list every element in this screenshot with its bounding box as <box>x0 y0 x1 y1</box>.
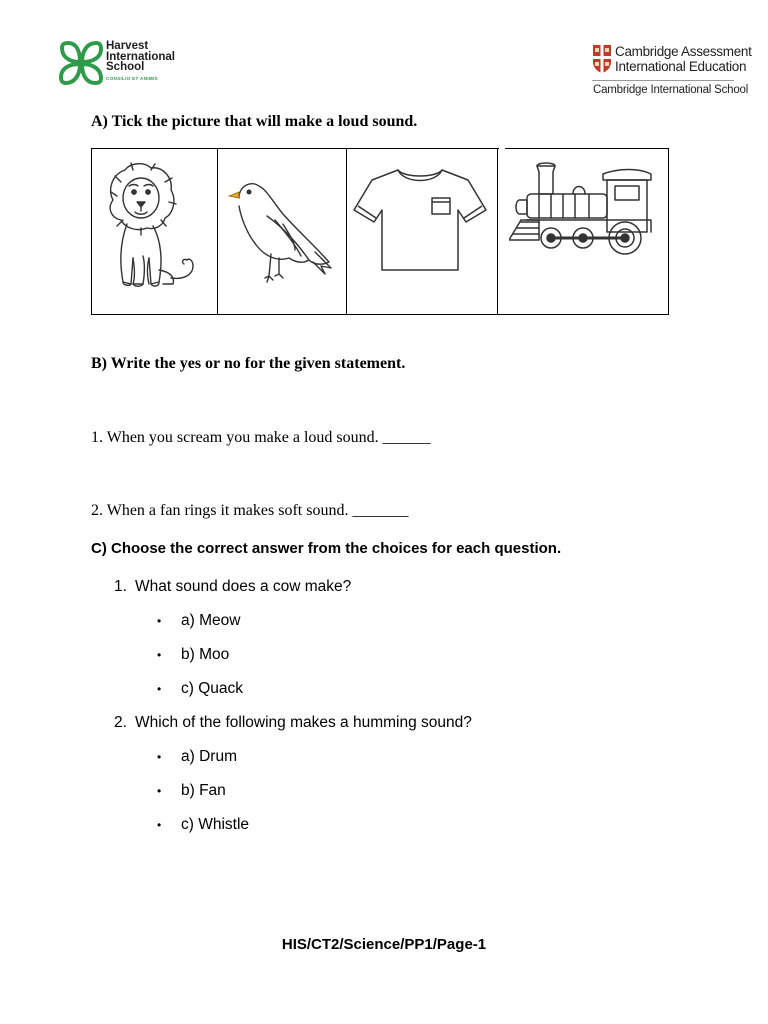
school-name <box>106 41 175 73</box>
table-divider-3 <box>497 148 498 315</box>
table-top-border <box>91 148 499 149</box>
table-divider-1 <box>217 148 218 315</box>
question-text: Which of the following makes a humming sound? <box>135 714 472 731</box>
clover-logo-icon <box>58 40 104 86</box>
bullet-icon: • <box>157 750 162 764</box>
option-label: b) Fan <box>181 782 226 799</box>
table-divider-2 <box>346 148 347 315</box>
question-2 <box>114 714 472 732</box>
question-number: 1. <box>114 578 127 595</box>
option-item[interactable] <box>157 782 226 800</box>
bird-picture[interactable] <box>225 170 337 290</box>
section-a-heading: A) Tick the picture that will make a loud sound. <box>91 113 418 130</box>
school-name-line-3: School <box>106 61 145 73</box>
table-left-border <box>91 148 92 315</box>
picture-table <box>91 148 669 316</box>
tshirt-picture[interactable] <box>350 166 490 276</box>
question-number: 2. <box>114 714 127 731</box>
option-item[interactable] <box>157 748 237 766</box>
bullet-icon: • <box>157 784 162 798</box>
option-label: c) Whistle <box>181 816 250 833</box>
table-top-border-right <box>505 148 669 149</box>
bullet-icon: • <box>157 818 162 832</box>
cambridge-shield-icon <box>592 44 612 74</box>
bullet-icon: • <box>157 648 162 662</box>
option-item[interactable] <box>157 816 250 834</box>
cambridge-line-1: Cambridge Assessment <box>615 44 752 59</box>
cambridge-logo <box>592 44 752 100</box>
question-text: What sound does a cow make? <box>135 578 352 595</box>
school-name-line-1: Harvest <box>106 40 149 52</box>
option-item[interactable] <box>157 680 244 698</box>
table-bottom-border <box>91 314 669 315</box>
bullet-icon: • <box>157 614 162 628</box>
statement-1: 1. When you scream you make a loud sound. ______ <box>91 429 431 446</box>
option-label: c) Quack <box>181 680 244 697</box>
statement-2: 2. When a fan rings it makes soft sound. _______ <box>91 502 409 519</box>
cambridge-divider <box>592 80 734 81</box>
section-b-heading: B) Write the yes or no for the given statement. <box>91 355 406 372</box>
question-1 <box>114 578 352 596</box>
school-name-line-2: International <box>106 50 176 63</box>
cambridge-line-2: International Education <box>615 59 747 74</box>
option-item[interactable] <box>157 612 241 630</box>
page-footer-code: HIS/CT2/Science/PP1/Page-1 <box>281 936 487 953</box>
beak-icon <box>229 192 239 198</box>
option-item[interactable] <box>157 646 230 664</box>
section-c-heading: C) Choose the correct answer from the choices for each question. <box>91 540 562 557</box>
lion-picture[interactable] <box>101 160 209 300</box>
option-label: a) Drum <box>181 748 237 765</box>
option-label: b) Moo <box>181 646 230 663</box>
table-right-border <box>668 148 669 315</box>
train-picture[interactable] <box>509 158 655 258</box>
school-motto: CONSILIO ET ANIMIS <box>106 76 158 81</box>
option-label: a) Meow <box>181 612 241 629</box>
school-logo <box>58 40 198 88</box>
cambridge-school-line: Cambridge International School <box>593 84 749 96</box>
bullet-icon: • <box>157 682 162 696</box>
